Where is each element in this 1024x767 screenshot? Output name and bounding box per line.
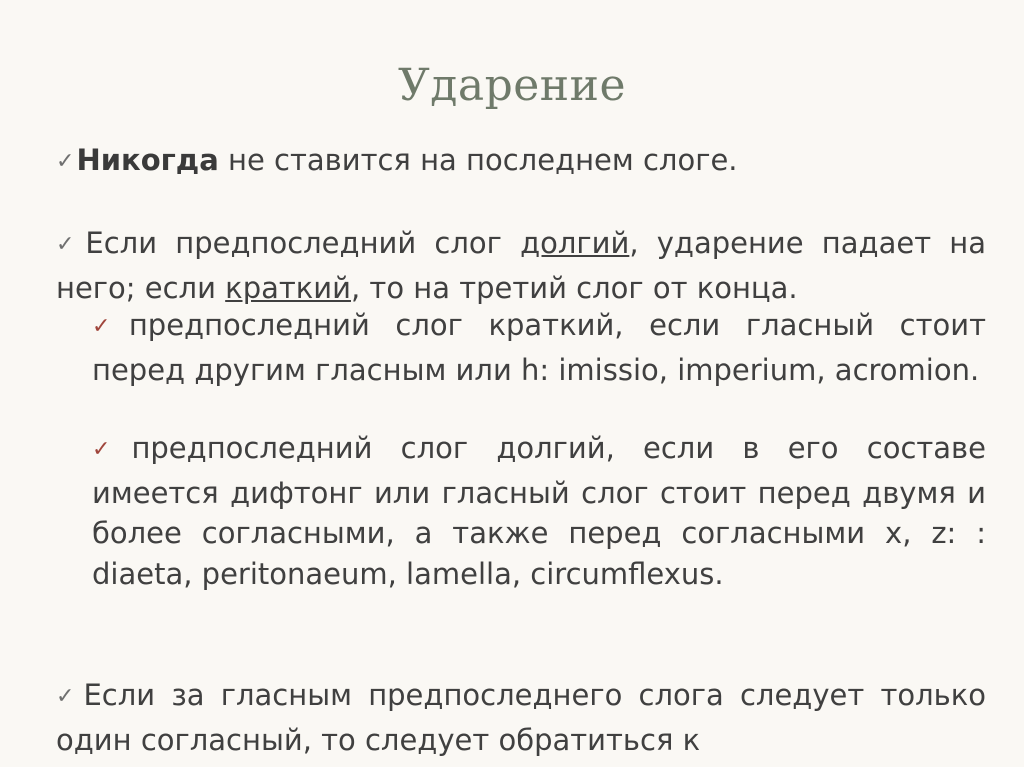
checkmark-icon: ✓	[56, 684, 82, 709]
bullet-item-2	[56, 223, 986, 308]
checkmark-icon: ✓	[56, 149, 75, 174]
underlined-word-long: долгий	[520, 226, 630, 260]
sub-bullet-text: предпоследний слог краткий, если гласный стоит перед другим гласным или h: imissio, imperium, acromion.	[92, 308, 986, 387]
slide-title: Ударение	[397, 60, 627, 111]
checkmark-icon: ✓	[92, 437, 130, 462]
underlined-word-short: краткий	[225, 270, 351, 305]
checkmark-icon: ✓	[56, 232, 84, 257]
sub-bullet-text: предпоследний слог долгий, если в его составе имеется дифтонг или гласный слог стоит перед двумя и более согласными, а также перед согласными x, z: : diaeta, peritonaeum, lamella, circumflexus.	[92, 431, 986, 591]
bullet-text: , ударение падает на него; если	[56, 226, 986, 305]
bullet-text: , то на третий слог от конца.	[350, 270, 798, 305]
sub-bullet-2	[92, 428, 986, 594]
checkmark-icon: ✓	[92, 314, 127, 339]
bullet-text: Если за гласным предпоследнего слога следует только один согласный, то следует обратиться к	[56, 678, 987, 757]
bullet-text: Если предпоследний слог	[85, 226, 521, 260]
sub-bullet-1	[92, 305, 986, 390]
bullet-text: не ставится на последнем слоге.	[218, 143, 738, 177]
bold-text: Никогда	[76, 143, 219, 177]
bullet-item-3	[56, 675, 986, 760]
bullet-item-1	[56, 140, 986, 185]
